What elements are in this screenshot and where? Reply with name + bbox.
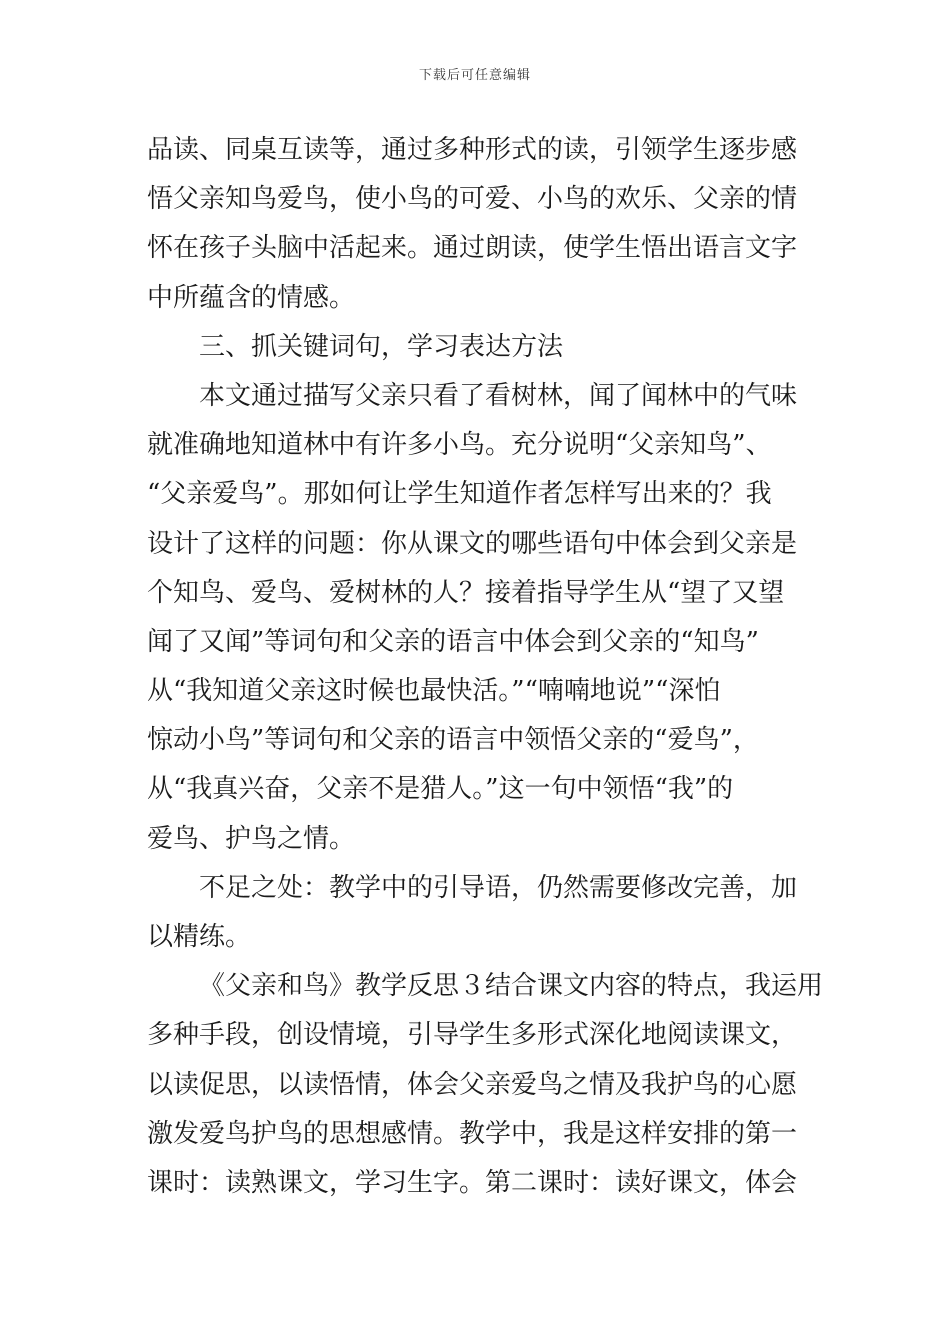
- paragraph-line: 课时：读熟课文，学习生字。第二课时：读好课文，体会: [147, 1167, 798, 1198]
- paragraph-line: “父亲爱鸟”。那如何让学生知道作者怎样写出来的？我: [147, 479, 772, 510]
- paragraph-line: 就准确地知道林中有许多小鸟。充分说明“父亲知鸟”、: [147, 430, 772, 461]
- paragraph-line: 怀在孩子头脑中活起来。通过朗读，使学生悟出语言文字: [147, 233, 798, 264]
- paragraph-line: 从“我知道父亲这时候也最快活。”“喃喃地说”“深怕: [147, 676, 721, 707]
- paragraph-line: 多种手段，创设情境，引导学生多形式深化地阅读课文，: [147, 1020, 798, 1051]
- paragraph-line: 惊动小鸟”等词句和父亲的语言中领悟父亲的“爱鸟”，: [147, 725, 759, 756]
- page-header: 下载后可任意编辑: [418, 68, 531, 83]
- paragraph-line: 不足之处：教学中的引导语，仍然需要修改完善，加: [199, 872, 798, 903]
- paragraph-line: 个知鸟、爱鸟、爱树林的人？接着指导学生从“望了又望: [147, 577, 785, 608]
- paragraph-line: 《父亲和鸟》教学反思３结合课文内容的特点，我运用: [199, 971, 824, 1002]
- paragraph-line: 从“我真兴奋，父亲不是猎人。”这一句中领悟“我”的: [147, 774, 734, 805]
- paragraph-line: 品读、同桌互读等，通过多种形式的读，引领学生逐步感: [147, 135, 798, 165]
- paragraph-line: 悟父亲知鸟爱鸟，使小鸟的可爱、小鸟的欢乐、父亲的情: [147, 184, 798, 215]
- paragraph-line: 激发爱鸟护鸟的思想感情。教学中，我是这样安排的第一: [147, 1118, 798, 1149]
- paragraph-line: 设计了这样的问题：你从课文的哪些语句中体会到父亲是: [147, 528, 798, 559]
- paragraph-line: 以读促思，以读悟情，体会父亲爱鸟之情及我护鸟的心愿: [147, 1069, 798, 1100]
- document-body: [147, 126, 824, 1208]
- paragraph-line: 本文通过描写父亲只看了看树林，闻了闻林中的气味: [199, 380, 798, 411]
- paragraph-line: 三、抓关键词句，学习表达方法: [199, 331, 564, 362]
- paragraph-line: 闻了又闻”等词句和父亲的语言中体会到父亲的“知鸟”: [147, 626, 759, 657]
- paragraph-line: 爱鸟、护鸟之情。: [147, 823, 356, 854]
- paragraph-line: 中所蕴含的情感。: [147, 282, 356, 313]
- paragraph-line: 以精练。: [147, 922, 252, 952]
